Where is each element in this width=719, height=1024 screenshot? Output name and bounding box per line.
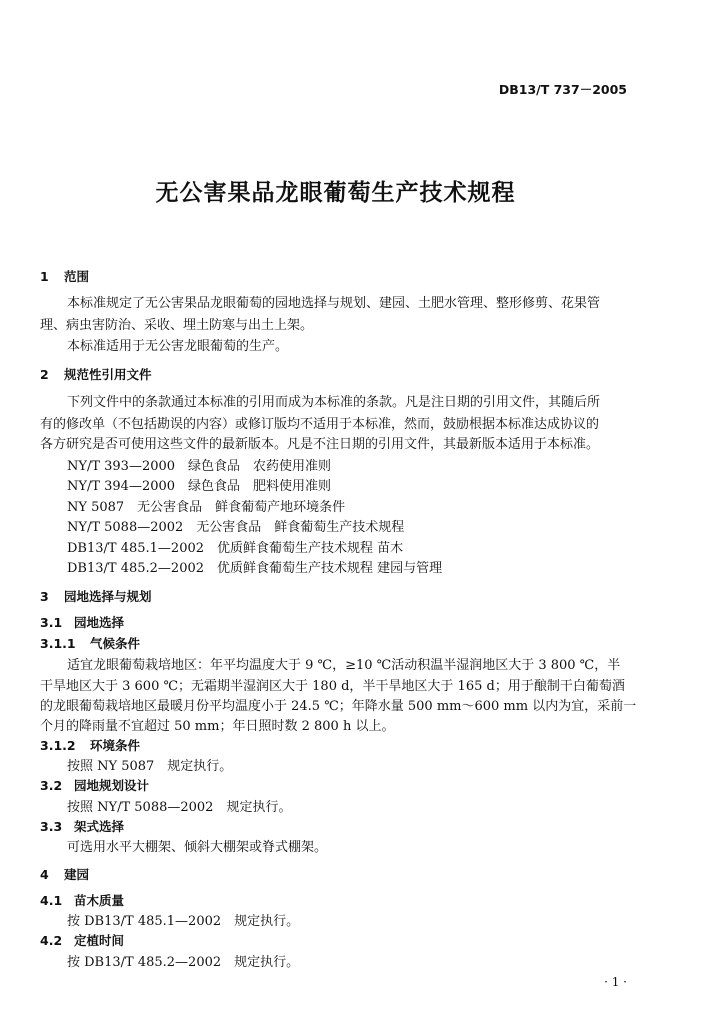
section-number: 4.2: [40, 933, 63, 948]
section-2-heading: [40, 369, 152, 382]
paragraph-line: 按照 NY 5087 规定执行。: [67, 759, 233, 774]
section-1-heading: [40, 271, 89, 284]
subsection-4-1-heading: [40, 895, 124, 908]
section-title: 架式选择: [74, 819, 125, 834]
section-title: 环境条件: [90, 738, 141, 753]
paragraph-line: 下列文件中的条款通过本标准的引用而成为本标准的条款。凡是注日期的引用文件，其随后所: [67, 395, 601, 410]
subsection-3-1-heading: [40, 617, 124, 630]
section-number: 3.1.2: [40, 738, 76, 753]
subsection-3-2-heading: [40, 780, 149, 793]
section-title: 规范性引用文件: [64, 367, 152, 382]
paragraph-line: 理、病虫害防治、采收、埋土防寒与出土上架。: [40, 318, 314, 333]
reference-item: NY 5087 无公害食品 鲜食葡萄产地环境条件: [67, 500, 346, 515]
paragraph-line: 本标准规定了无公害果品龙眼葡萄的园地选择与规划、建园、土肥水管理、整形修剪、花果管: [67, 296, 601, 311]
section-title: 定植时间: [74, 933, 125, 948]
section-number: 3.1: [40, 615, 63, 630]
reference-item: NY/T 394—2000 绿色食品 肥料使用准则: [67, 479, 332, 494]
paragraph-line: 按 DB13/T 485.2—2002 规定执行。: [67, 955, 300, 970]
reference-item: DB13/T 485.2—2002 优质鲜食葡萄生产技术规程 建园与管理: [67, 561, 443, 576]
section-title: 建园: [64, 867, 90, 882]
section-3-heading: [40, 591, 152, 604]
subsection-3-1-2-heading: [40, 740, 140, 753]
subsection-4-2-heading: [40, 935, 124, 948]
section-number: 3.3: [40, 819, 63, 834]
paragraph-line: 个月的降雨量不宜超过 50 mm；年日照时数 2 800 h 以上。: [40, 719, 395, 734]
section-number: 2: [40, 367, 49, 382]
page-number: · 1 ·: [604, 975, 627, 989]
subsection-3-1-1-heading: [40, 638, 140, 651]
paragraph-line: 可选用水平大棚架、倾斜大棚架或脊式棚架。: [67, 840, 328, 855]
section-title: 园地规划设计: [74, 778, 150, 793]
section-number: 1: [40, 269, 49, 284]
section-number: 4: [40, 867, 49, 882]
section-4-heading: [40, 869, 89, 882]
paragraph-line: 有的修改单（不包括勘误的内容）或修订版均不适用于本标准，然而，鼓励根据本标准达成协议的: [40, 417, 600, 432]
reference-item: NY/T 5088—2002 无公害食品 鲜食葡萄生产技术规程: [67, 520, 405, 535]
paragraph-line: 干旱地区大于 3 600 ℃；无霜期半湿润区大于 180 d，半干旱地区大于 165 d；用于酿制干白葡萄酒: [40, 679, 625, 694]
section-number: 3.2: [40, 778, 63, 793]
section-title: 范围: [64, 269, 90, 284]
section-title: 园地选择与规划: [64, 589, 152, 604]
subsection-3-3-heading: [40, 821, 124, 834]
paragraph-line: 各方研究是否可使用这些文件的最新版本。凡是不注日期的引用文件，其最新版本适用于本标准。: [40, 437, 600, 452]
section-number: 3: [40, 589, 49, 604]
paragraph-line: 本标准适用于无公害龙眼葡萄的生产。: [67, 339, 289, 354]
paragraph-line: 的龙眼葡萄栽培地区最暖月份平均温度小于 24.5 ℃；年降水量 500 mm～600 mm 以内为宜，采前一: [40, 699, 637, 714]
section-title: 苗木质量: [74, 893, 125, 908]
reference-item: NY/T 393—2000 绿色食品 农药使用准则: [67, 459, 332, 474]
reference-item: DB13/T 485.1—2002 优质鲜食葡萄生产技术规程 苗木: [67, 541, 404, 556]
section-number: 4.1: [40, 893, 63, 908]
section-title: 气候条件: [90, 636, 141, 651]
section-number: 3.1.1: [40, 636, 76, 651]
document-title: 无公害果品龙眼葡萄生产技术规程: [155, 180, 516, 206]
standard-number: DB13/T 737－2005: [498, 82, 627, 97]
paragraph-line: 适宜龙眼葡萄栽培地区：年平均温度大于 9 ℃，≥10 ℃活动积温半湿润地区大于 3 800 ℃，半: [67, 658, 621, 673]
section-title: 园地选择: [74, 615, 125, 630]
paragraph-line: 按照 NY/T 5088—2002 规定执行。: [67, 800, 292, 815]
paragraph-line: 按 DB13/T 485.1—2002 规定执行。: [67, 914, 300, 929]
